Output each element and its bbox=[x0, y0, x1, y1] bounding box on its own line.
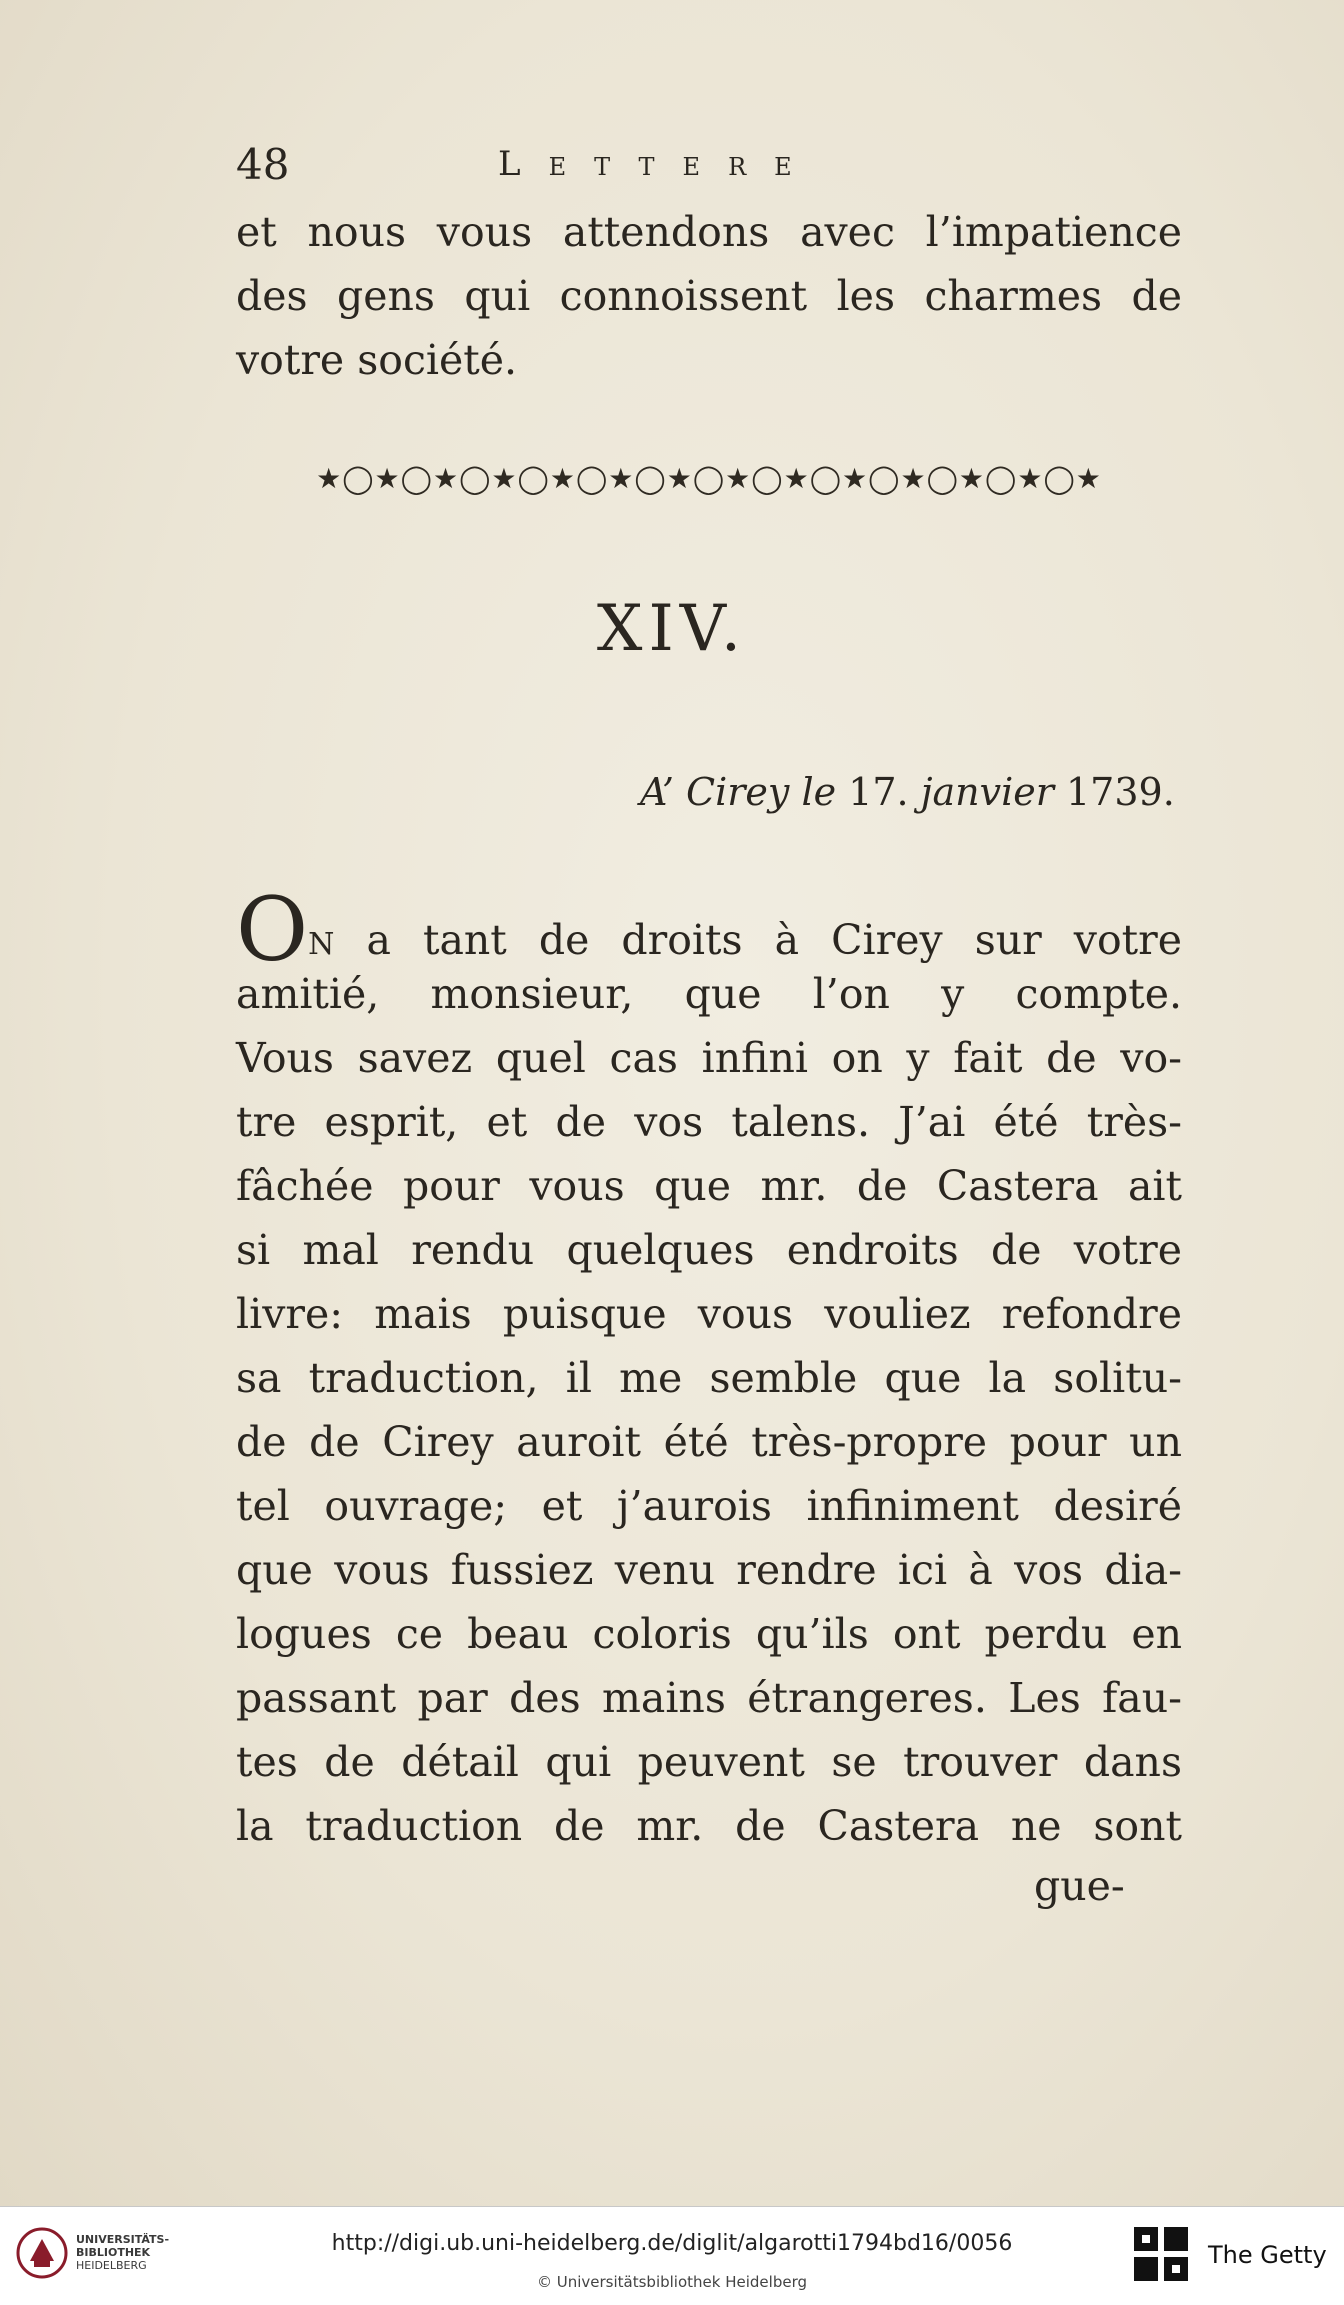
text-line: la traduction de mr. de Castera ne sont bbox=[236, 1802, 1182, 1850]
text-line: si mal rendu quelques endroits de votre bbox=[236, 1226, 1182, 1274]
dateline-place: A’ Cirey le bbox=[640, 770, 837, 814]
first-line-text: a tant de droits à Cirey sur votre bbox=[366, 916, 1182, 964]
uni-name-line: HEIDELBERG bbox=[76, 2259, 147, 2272]
getty-name: The Getty bbox=[1208, 2241, 1327, 2269]
initial-small-cap: N bbox=[308, 927, 335, 962]
text-line: votre société. bbox=[236, 336, 518, 384]
text-line: logues ce beau coloris qu’ils ont perdu en bbox=[236, 1610, 1182, 1658]
text-line: amitié, monsieur, que l’on y compte. bbox=[236, 970, 1182, 1018]
text-line: tel ouvrage; et j’aurois infiniment desiré bbox=[236, 1482, 1182, 1530]
ornamental-divider: ★◯★◯★◯★◯★◯★◯★◯★◯★◯★◯★◯★◯★◯★ bbox=[316, 462, 1102, 495]
getty-logo-icon bbox=[1132, 2225, 1190, 2283]
text-line: des gens qui connoissent les charmes de bbox=[236, 272, 1182, 320]
uni-name-line: BIBLIOTHEK bbox=[76, 2246, 151, 2259]
drop-initial: O bbox=[236, 878, 309, 981]
dateline-year: 1739. bbox=[1066, 770, 1175, 814]
text-line: Vous savez quel cas infini on y fait de vo- bbox=[236, 1034, 1182, 1082]
text-line: livre: mais puisque vous vouliez refondre bbox=[236, 1290, 1182, 1338]
letter-body bbox=[236, 878, 1182, 1858]
first-text-line bbox=[236, 878, 1182, 981]
dateline bbox=[640, 770, 1175, 814]
dateline-day: 17. bbox=[848, 770, 909, 814]
text-line: fâchée pour vous que mr. de Castera ait bbox=[236, 1162, 1182, 1210]
catchword: gue- bbox=[1034, 1862, 1125, 1910]
text-line: de de Cirey auroit été très-propre pour un bbox=[236, 1418, 1182, 1466]
text-line: tre esprit, et de vos talens. J’ai été très- bbox=[236, 1098, 1182, 1146]
carry-over-paragraph bbox=[236, 200, 1182, 392]
running-title: Lettere bbox=[498, 144, 820, 184]
copyright-notice: © Universitätsbibliothek Heidelberg bbox=[536, 2273, 807, 2291]
viewer-footer bbox=[0, 2206, 1344, 2305]
text-line: passant par des mains étrangeres. Les fau- bbox=[236, 1674, 1182, 1722]
text-line: que vous fussiez venu rendre ici à vos dia- bbox=[236, 1546, 1182, 1594]
running-head bbox=[236, 140, 1176, 190]
permalink[interactable]: http://digi.ub.uni-heidelberg.de/diglit/algarotti1794bd16/0056 bbox=[331, 2231, 1013, 2256]
text-line: tes de détail qui peuvent se trouver dans bbox=[236, 1738, 1182, 1786]
uni-name-line: UNIVERSITÄTS- bbox=[76, 2233, 170, 2246]
text-line: sa traduction, il me semble que la solitu- bbox=[236, 1354, 1182, 1402]
text-line: et nous vous attendons avec l’impatience bbox=[236, 208, 1182, 256]
letter-number: XIV. bbox=[596, 592, 748, 666]
page-number: 48 bbox=[236, 140, 290, 189]
dateline-month: janvier bbox=[920, 770, 1054, 814]
